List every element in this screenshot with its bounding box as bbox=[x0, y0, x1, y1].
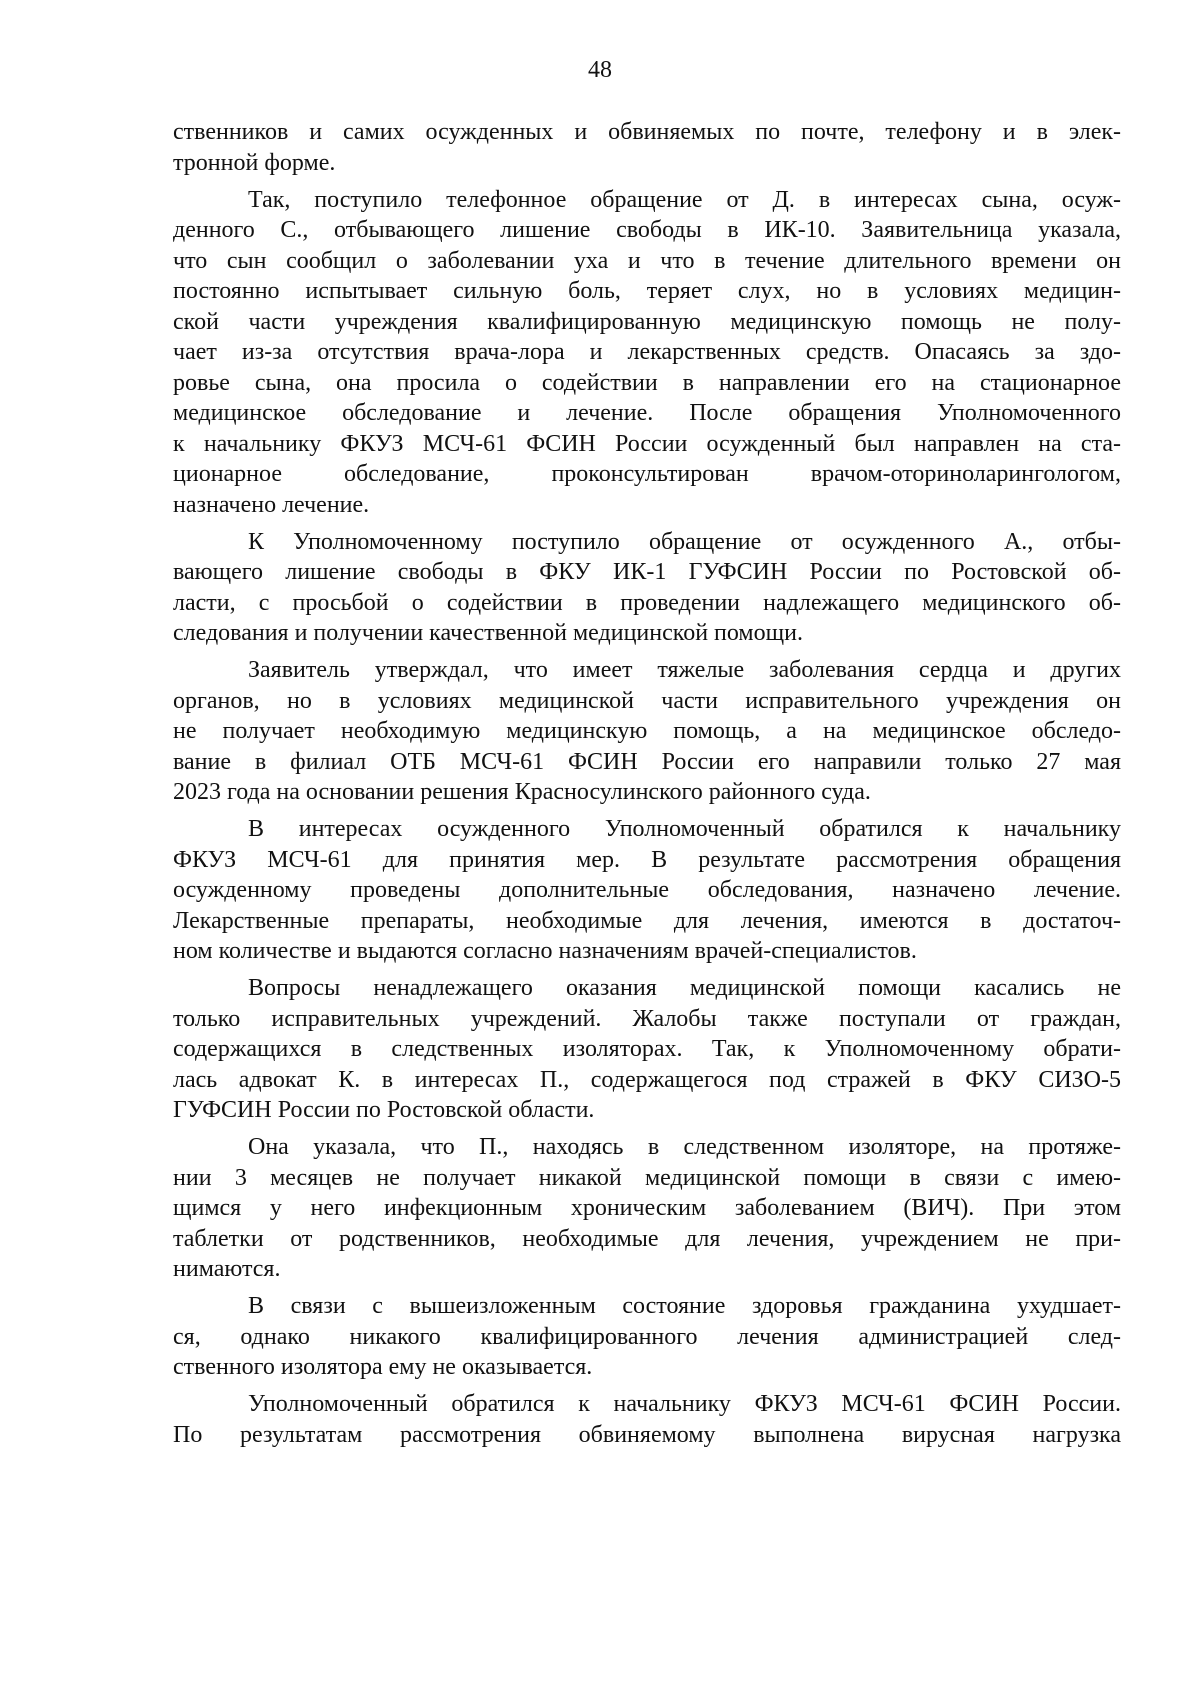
text-line: вающего лишение свободы в ФКУ ИК-1 ГУФСИН России по Ростовской об- bbox=[173, 559, 1121, 585]
text-line: Лекарственные препараты, необходимые для лечения, имеются в достаточ- bbox=[173, 907, 1121, 934]
text-line: содержащихся в следственных изоляторах. Так, к Уполномоченному обрати- bbox=[173, 1036, 1121, 1062]
text-line: ственников и самих осужденных и обвиняемых по почте, телефону и в элек- bbox=[173, 119, 1121, 145]
text-line: Так, поступило телефонное обращение от Д. в интересах сына, осуж- bbox=[248, 186, 1121, 213]
paragraph bbox=[173, 117, 1121, 178]
paragraph bbox=[173, 185, 1121, 521]
text-line: следования и получении качественной медицинской помощи. bbox=[173, 620, 803, 646]
text-line: лась адвокат К. в интересах П., содержащегося под стражей в ФКУ СИЗО-5 bbox=[173, 1066, 1121, 1093]
text-line: ской части учреждения квалифицированную медицинскую помощь не полу- bbox=[173, 308, 1121, 335]
paragraph bbox=[173, 527, 1121, 649]
text-line: чает из-за отсутствия врача-лора и лекарственных средств. Опасаясь за здо- bbox=[173, 339, 1121, 365]
text-line: таблетки от родственников, необходимые для лечения, учреждением не при- bbox=[173, 1225, 1121, 1252]
text-line: ласти, с просьбой о содействии в проведении надлежащего медицинского об- bbox=[173, 589, 1121, 616]
text-line: Вопросы ненадлежащего оказания медицинской помощи касались не bbox=[248, 975, 1121, 1001]
paragraph bbox=[173, 655, 1121, 808]
paragraph bbox=[173, 1389, 1121, 1450]
text-line: В связи с вышеизложенным состояние здоровья гражданина ухудшает- bbox=[248, 1293, 1121, 1319]
paragraph bbox=[173, 1291, 1121, 1383]
page-number: 48 bbox=[588, 57, 612, 83]
text-line: По результатам рассмотрения обвиняемому выполнена вирусная нагрузка bbox=[173, 1421, 1121, 1448]
text-line: ственного изолятора ему не оказывается. bbox=[173, 1354, 593, 1380]
paragraph bbox=[173, 814, 1121, 967]
text-line: медицинское обследование и лечение. После обращения Уполномоченного bbox=[173, 400, 1121, 426]
text-line: 2023 года на основании решения Красносулинского районного суда. bbox=[173, 779, 871, 805]
text-line: Она указала, что П., находясь в следственном изоляторе, на протяже- bbox=[248, 1134, 1121, 1160]
text-line: что сын сообщил о заболевании уха и что в течение длительного времени он bbox=[173, 247, 1121, 274]
text-line: Заявитель утверждал, что имеет тяжелые заболевания сердца и других bbox=[248, 657, 1121, 683]
text-line: ГУФСИН России по Ростовской области. bbox=[173, 1097, 595, 1123]
text-line: В интересах осужденного Уполномоченный обратился к начальнику bbox=[248, 816, 1121, 842]
text-line: К Уполномоченному поступило обращение от осужденного А., отбы- bbox=[248, 528, 1121, 555]
document-body bbox=[173, 117, 1121, 1457]
text-line: ся, однако никакого квалифицированного лечения администрацией след- bbox=[173, 1323, 1121, 1350]
text-line: тронной форме. bbox=[173, 149, 336, 176]
text-line: только исправительных учреждений. Жалобы также поступали от граждан, bbox=[173, 1005, 1121, 1032]
text-line: нии 3 месяцев не получает никакой медицинской помощи в связи с имею- bbox=[173, 1164, 1121, 1191]
text-line: вание в филиал ОТБ МСЧ-61 ФСИН России его направили только 27 мая bbox=[173, 748, 1121, 775]
text-line: нимаются. bbox=[173, 1256, 281, 1282]
text-line: ном количестве и выдаются согласно назначениям врачей-специалистов. bbox=[173, 938, 917, 964]
text-line: к начальнику ФКУЗ МСЧ-61 ФСИН России осужденный был направлен на ста- bbox=[173, 430, 1121, 457]
text-line: органов, но в условиях медицинской части исправительного учреждения он bbox=[173, 687, 1121, 714]
text-line: постоянно испытывает сильную боль, теряет слух, но в условиях медицин- bbox=[173, 278, 1121, 304]
paragraph bbox=[173, 973, 1121, 1126]
text-line: ционарное обследование, проконсультирован врачом-оториноларингологом, bbox=[173, 461, 1121, 487]
text-line: не получает необходимую медицинскую помощь, а на медицинское обследо- bbox=[173, 718, 1121, 744]
paragraph bbox=[173, 1132, 1121, 1285]
text-line: ФКУЗ МСЧ-61 для принятия мер. В результате рассмотрения обращения bbox=[173, 846, 1121, 873]
text-line: Уполномоченный обратился к начальнику ФКУЗ МСЧ-61 ФСИН России. bbox=[248, 1391, 1121, 1417]
text-line: назначено лечение. bbox=[173, 491, 370, 518]
text-line: щимся у него инфекционным хроническим заболеванием (ВИЧ). При этом bbox=[173, 1195, 1121, 1221]
text-line: осужденному проведены дополнительные обследования, назначено лечение. bbox=[173, 877, 1121, 903]
text-line: денного С., отбывающего лишение свободы в ИК-10. Заявительница указала, bbox=[173, 217, 1121, 243]
text-line: ровье сына, она просила о содействии в направлении его на стационарное bbox=[173, 369, 1121, 396]
